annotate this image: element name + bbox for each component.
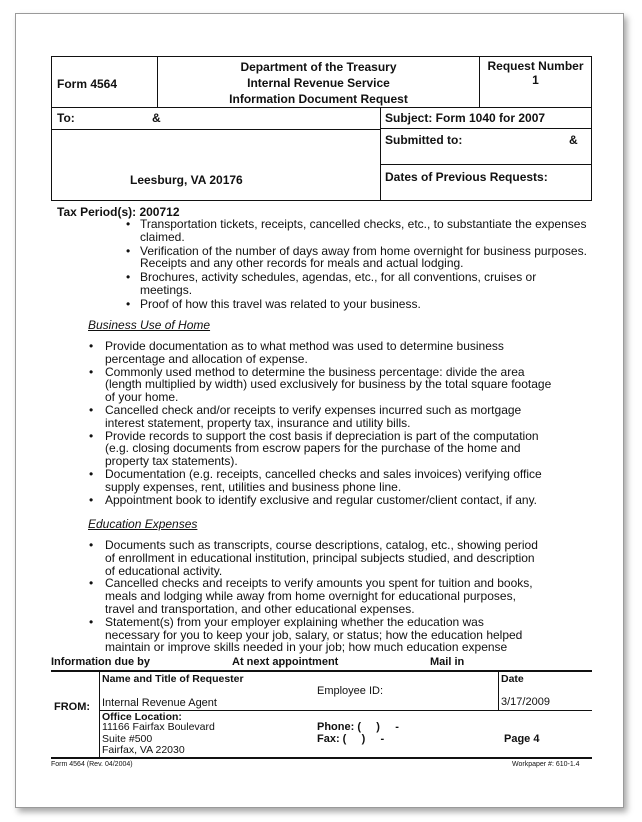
- info-due-label: Information due by: [51, 656, 150, 668]
- list-item: • Brochures, activity schedules, agendas, etc., for all conventions, cruises or meetings.: [126, 270, 537, 297]
- form-revision: Form 4564 (Rev. 04/2004): [51, 761, 133, 768]
- subject-cell: [380, 107, 592, 129]
- tax-period: Tax Period(s): 200712: [57, 205, 180, 219]
- list-item: • Proof of how this travel was related to your business.: [126, 296, 421, 311]
- subject-text: Subject: Form 1040 for 2007: [385, 111, 546, 125]
- previous-requests-cell: [380, 164, 592, 201]
- employee-id-label: Employee ID:: [317, 685, 384, 697]
- requester-name-title-label: Name and Title of Requester: [102, 673, 244, 685]
- office-address: [102, 722, 215, 757]
- list-item: • Commonly used method to determine the business percentage: divide the area (length multiplied by width) used exclusively for business by the total square footage of your home.: [89, 364, 552, 405]
- agency-line-1: Department of the Treasury: [240, 60, 397, 74]
- request-number: 1: [532, 73, 539, 87]
- to-cell: [51, 107, 381, 201]
- request-number-cell: [479, 56, 592, 108]
- agency-line-3: Information Document Request: [229, 92, 408, 106]
- request-date: 3/17/2009: [501, 696, 550, 708]
- office-address-line-1: 11166 Fairfax Boulevard: [102, 721, 215, 733]
- phone-field: Phone: ( ) -: [317, 721, 399, 733]
- to-label: To:: [57, 111, 75, 125]
- list-item: • Transportation tickets, receipts, cancelled checks, etc., to substantiate the expenses claimed.: [126, 217, 587, 244]
- previous-requests-label: Dates of Previous Requests:: [385, 170, 548, 184]
- list-item: • Cancelled check and/or receipts to verify expenses incurred such as mortgage interest statement, property tax, insurance and utility bills.: [89, 402, 522, 430]
- date-label: Date: [501, 673, 524, 685]
- form-number-cell: [51, 56, 158, 108]
- office-location-label: Office Location:: [102, 711, 182, 723]
- list-item: • Documentation (e.g. receipts, cancelled checks and sales invoices) verifying office supply expenses, rent, utilities and business phone line.: [89, 466, 542, 494]
- page-number: Page 4: [504, 733, 540, 745]
- section-heading-home: Business Use of Home: [88, 318, 211, 332]
- travel-list: [126, 217, 610, 311]
- at-next-appointment: At next appointment: [232, 656, 339, 668]
- office-address-line-3: Fairfax, VA 22030: [102, 744, 185, 756]
- list-item: • Verification of the number of days away from home overnight for business purposes. Receipts and any other records for meals and actual lodging.: [126, 243, 587, 271]
- list-item: • Documents such as transcripts, course descriptions, catalog, etc., showing period of enrollment in educational institution, principal subjects studied, and description of educational activity.: [89, 538, 538, 578]
- list-item: • Provide records to support the cost basis if depreciation is part of the computation (e.g. closing documents from escrow papers for the purchase of the home and property tax statements).: [89, 428, 539, 469]
- submitted-to-cell: [380, 128, 592, 165]
- request-number-label: Request Number: [487, 59, 584, 73]
- from-label: FROM:: [54, 701, 91, 713]
- list-item: • Cancelled checks and receipts to verify amounts you spent for tuition and books, meals and lodging while away from home overnight for educational purposes, travel and transportation, and other educational expenses.: [89, 576, 533, 616]
- to-ampersand: &: [152, 111, 161, 125]
- education-list: [89, 538, 605, 655]
- section-heading-education: Education Expenses: [88, 517, 198, 531]
- agency-line-2: Internal Revenue Service: [247, 76, 390, 90]
- list-item: • Statement(s) from your employer explaining whether the education was necessary for you to keep your job, salary, or status; how the education helped maintain or improve skills needed in your job; how much education expense: [89, 614, 523, 655]
- mail-in: Mail in: [430, 656, 465, 668]
- office-address-line-2: Suite #500: [102, 732, 153, 745]
- form-label: Form 4564: [57, 77, 118, 91]
- agency-cell: [157, 56, 480, 108]
- submitted-to-ampersand: &: [569, 133, 578, 147]
- requester-title: Internal Revenue Agent: [102, 697, 217, 709]
- to-address-city: Leesburg, VA 20176: [130, 173, 243, 187]
- document-page: [15, 13, 624, 808]
- home-list: [89, 339, 605, 507]
- workpaper-number: Workpaper #: 610-1.4: [512, 761, 580, 768]
- list-item: • Provide documentation as to what method was used to determine business percentage and allocation of expense.: [89, 339, 504, 366]
- fax-field: Fax: ( ) -: [317, 733, 385, 745]
- list-item: • Appointment book to identify exclusive and regular customer/client contact, if any.: [89, 492, 538, 507]
- submitted-to-label: Submitted to:: [385, 133, 463, 147]
